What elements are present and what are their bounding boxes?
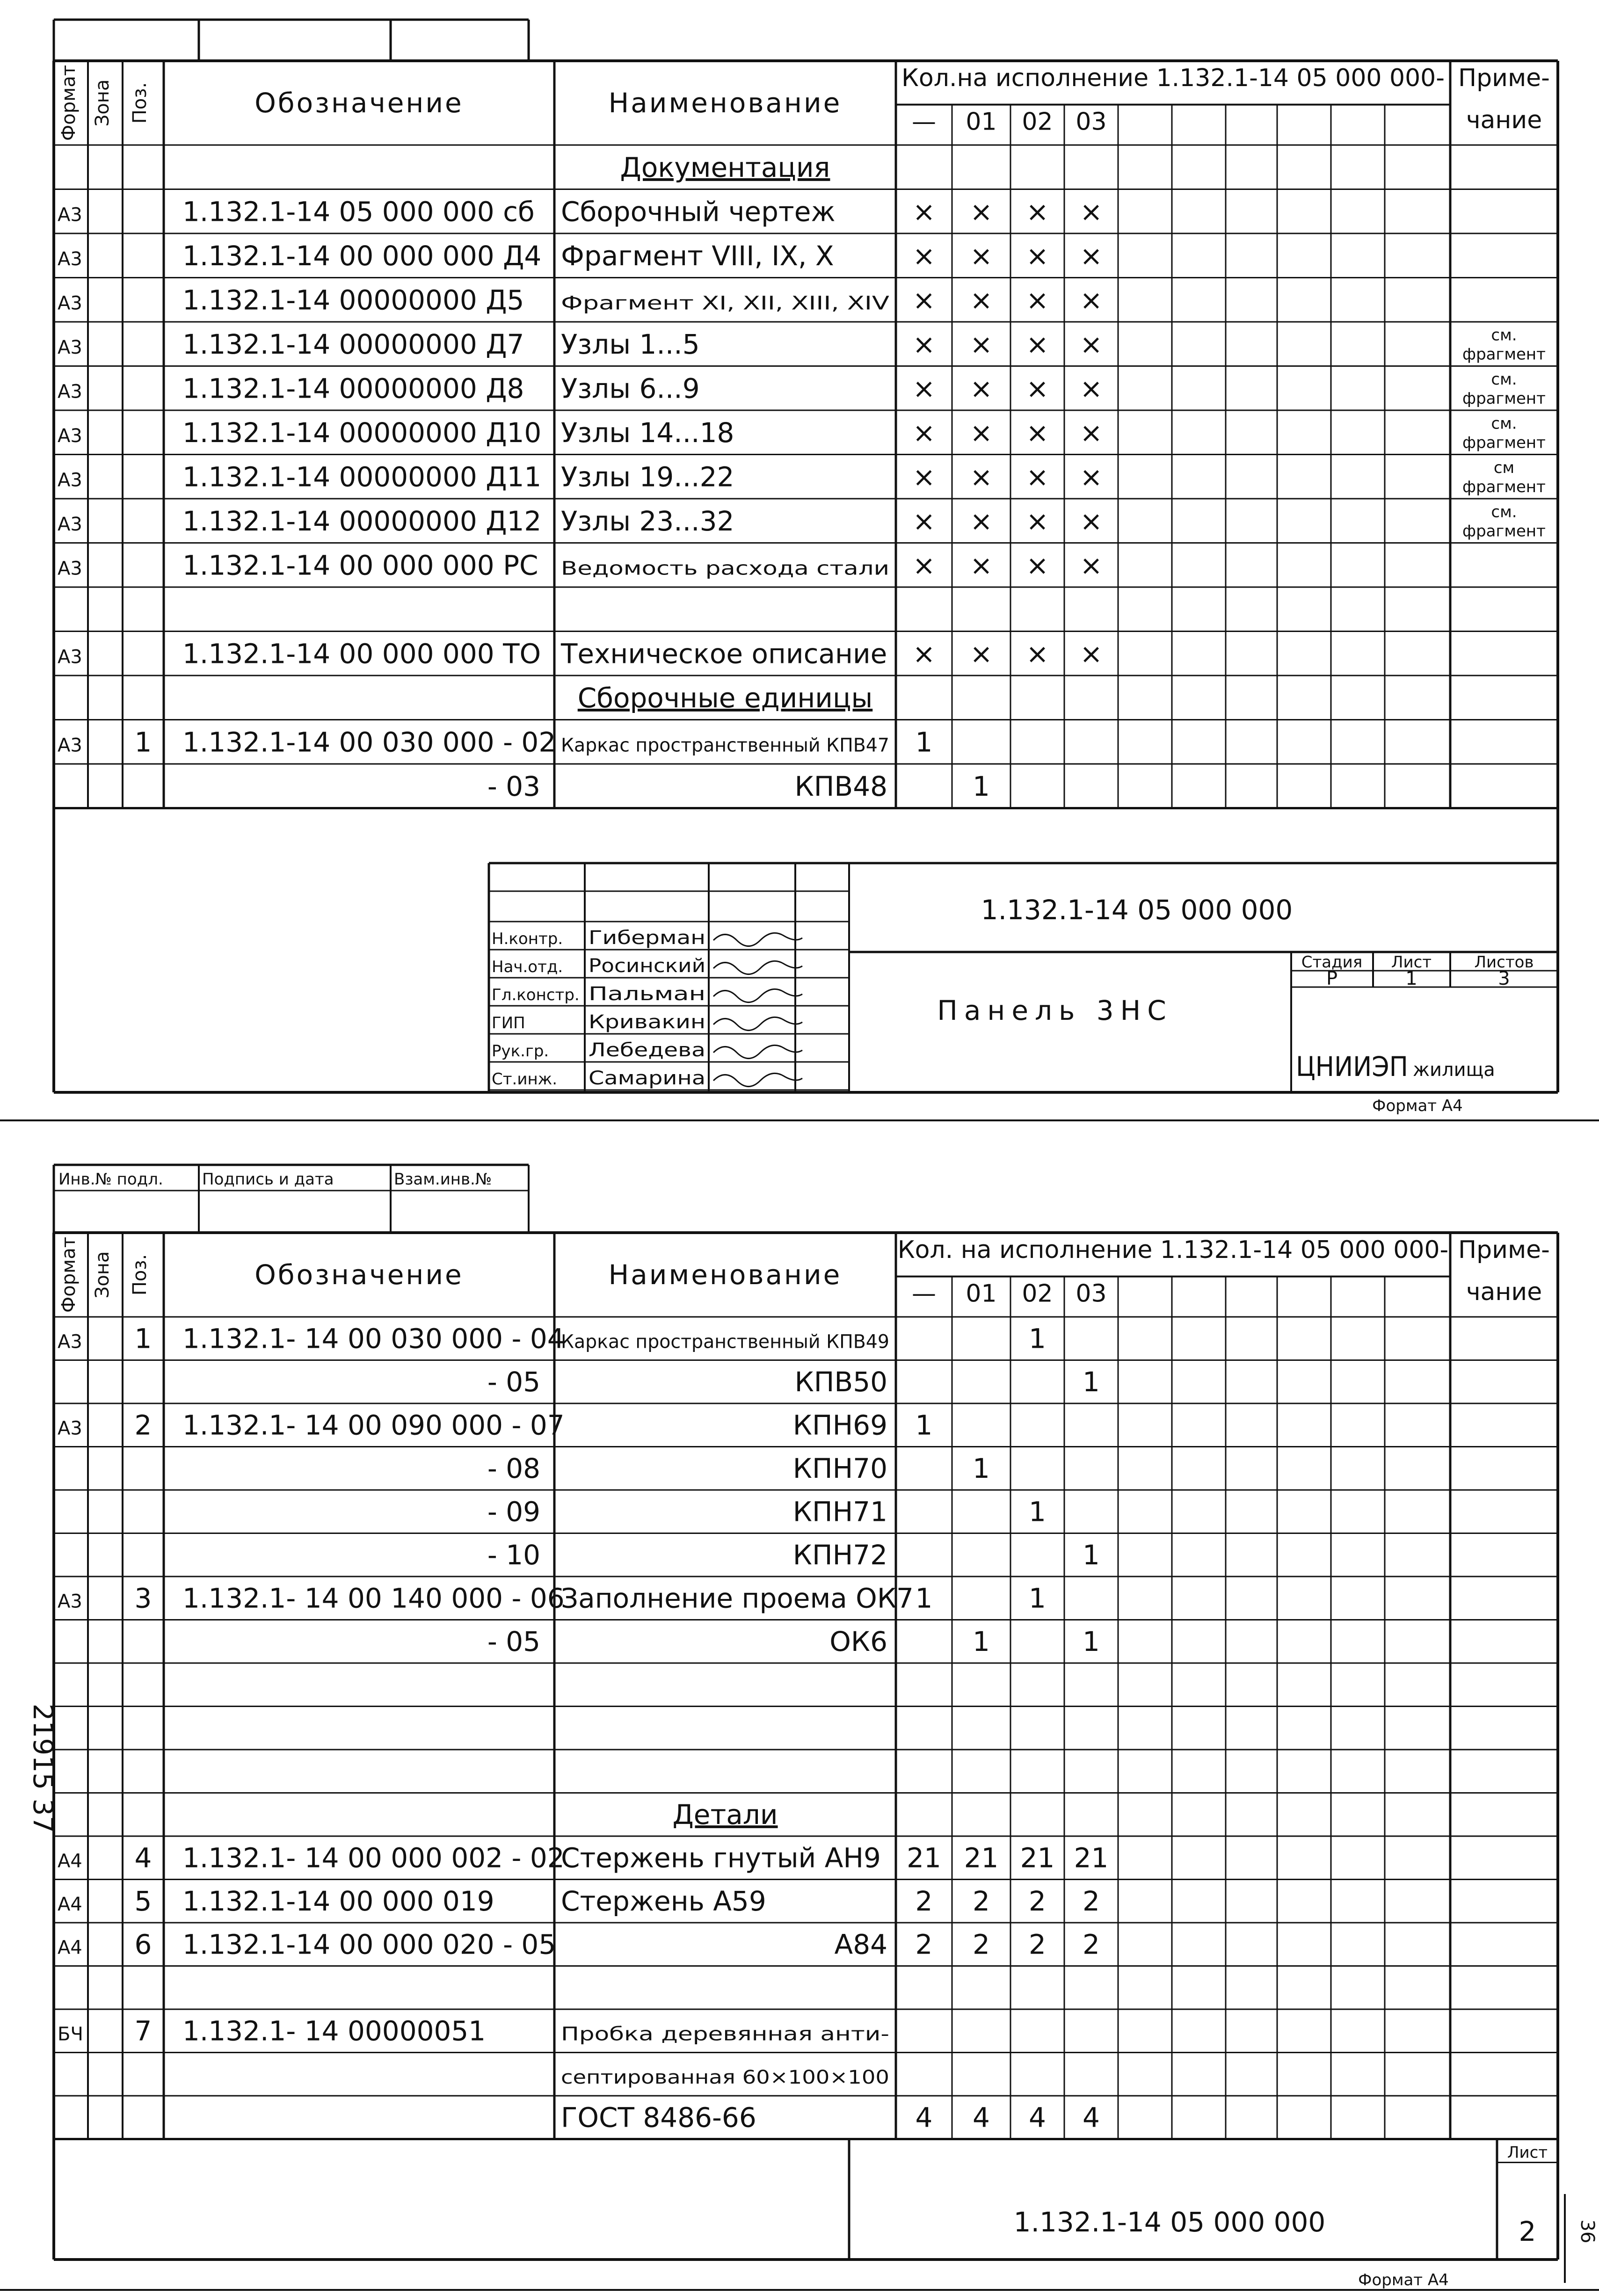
signature-name: Росинский <box>589 955 705 977</box>
row-position: 6 <box>134 1928 152 1961</box>
row-quantity: 2 <box>915 1928 933 1961</box>
row-name: КПВ48 <box>794 770 887 803</box>
row-quantity: 2 <box>973 1928 990 1961</box>
row-quantity: × <box>1080 284 1103 316</box>
row-quantity: 1 <box>915 1582 933 1614</box>
row-designation: 1.132.1-14 00 000 000 Д4 <box>182 240 542 272</box>
row-format: А3 <box>58 1591 82 1613</box>
row-designation: 1.132.1- 14 00 000 002 - 02 <box>182 1842 565 1874</box>
row-designation: 1.132.1- 14 00 140 000 - 06 <box>182 1582 565 1614</box>
row-name: Стержень А59 <box>561 1885 766 1918</box>
row-position: 1 <box>134 1322 152 1355</box>
row-position: 1 <box>134 726 152 758</box>
side-archive-number: 21915 37 <box>27 1703 59 1833</box>
row-quantity: 1 <box>915 1409 933 1441</box>
organization-suffix: жилища <box>1413 1059 1495 1081</box>
row-name: ГОСТ 8486-66 <box>561 2101 756 2134</box>
row-name: Узлы 14...18 <box>561 417 734 449</box>
sheet-label: Лист <box>1391 953 1432 972</box>
row-format: А3 <box>58 514 82 536</box>
row-name: септированная 60×100×100 <box>561 2067 889 2089</box>
row-quantity: × <box>1026 505 1049 538</box>
row-name: Техническое описание <box>561 638 887 670</box>
header-note: чание <box>1466 106 1542 134</box>
signature-role: Н.контр. <box>492 930 563 948</box>
row-name: Каркас пространственный КПВ47 <box>561 734 889 756</box>
header-name: Наименование <box>608 1259 842 1291</box>
format-label: Формат А4 <box>1358 2271 1449 2289</box>
row-designation: 1.132.1-14 00000000 Д8 <box>182 372 524 405</box>
row-quantity: × <box>1026 461 1049 493</box>
row-designation: - 09 <box>487 1496 540 1528</box>
row-quantity: × <box>970 240 993 272</box>
sheets-value: 3 <box>1498 968 1510 989</box>
row-format: А4 <box>58 1894 82 1916</box>
signature-role: Нач.отд. <box>492 958 563 976</box>
signature-name: Гиберман <box>589 927 705 949</box>
document-code: 1.132.1-14 05 000 000 <box>1013 2206 1326 2238</box>
row-format: А3 <box>58 204 82 226</box>
signature-mark <box>713 933 802 946</box>
header-name: Наименование <box>608 87 842 119</box>
row-name: Узлы 19...22 <box>561 461 734 493</box>
row-format: А3 <box>58 425 82 447</box>
row-note: см. <box>1491 414 1517 433</box>
row-name: Заполнение проема ОК7 <box>561 1582 914 1614</box>
sheets-label: Листов <box>1474 953 1534 972</box>
header-variant: 02 <box>1022 108 1053 136</box>
row-format: БЧ <box>58 2023 83 2045</box>
row-name: Каркас пространственный КПВ49 <box>561 1331 889 1353</box>
row-format: А3 <box>58 1417 82 1439</box>
row-quantity: 2 <box>973 1885 990 1918</box>
row-quantity: 1 <box>1083 1539 1100 1571</box>
row-quantity: 21 <box>1074 1842 1109 1874</box>
row-quantity: × <box>1026 284 1049 316</box>
signature-name: Пальман <box>589 983 705 1005</box>
row-name: Узлы 6...9 <box>561 372 700 405</box>
header-variant: 02 <box>1022 1279 1053 1308</box>
signature-name: Самарина <box>589 1068 705 1089</box>
row-name: Узлы 1...5 <box>561 328 700 361</box>
row-name: Пробка деревянная анти- <box>561 2023 889 2045</box>
row-name: Фрагмент XI, XII, XIII, XIV <box>561 292 890 314</box>
format-label: Формат А4 <box>1372 1097 1463 1115</box>
row-designation: 1.132.1-14 00 000 019 <box>182 1885 494 1918</box>
row-quantity: 2 <box>1083 1928 1100 1961</box>
row-designation: - 05 <box>487 1626 540 1658</box>
stage-label: Стадия <box>1301 953 1363 972</box>
row-quantity: 4 <box>1083 2101 1100 2134</box>
section-heading: Документация <box>620 152 830 184</box>
row-quantity: × <box>970 196 993 228</box>
row-quantity: 1 <box>1029 1582 1046 1614</box>
stamp-replaced: Взам.инв.№ <box>394 1170 492 1189</box>
signature-role: ГИП <box>492 1014 525 1032</box>
signature-mark <box>713 989 802 1002</box>
row-quantity: × <box>912 196 936 228</box>
row-quantity: 1 <box>915 726 933 758</box>
header-zone: Зона <box>92 1251 113 1299</box>
row-position: 3 <box>134 1582 152 1614</box>
row-format: А3 <box>58 646 82 668</box>
signature-role: Рук.гр. <box>492 1042 549 1061</box>
row-format: А3 <box>58 381 82 403</box>
row-designation: 1.132.1-14 00000000 Д11 <box>182 461 542 493</box>
row-quantity: 2 <box>1083 1885 1100 1918</box>
row-quantity: 1 <box>1029 1496 1046 1528</box>
row-quantity: × <box>912 461 936 493</box>
header-designation: Обозначение <box>254 87 464 119</box>
row-quantity: × <box>912 372 936 405</box>
sheet-value: 2 <box>1519 2216 1536 2247</box>
header-variant: — <box>912 108 936 136</box>
signature-mark <box>713 1045 802 1058</box>
header-designation: Обозначение <box>254 1259 464 1291</box>
row-quantity: × <box>970 372 993 405</box>
header-variant: — <box>912 1279 936 1308</box>
row-quantity: 1 <box>1029 1322 1046 1355</box>
row-format: А4 <box>58 1850 82 1872</box>
row-note: см <box>1493 458 1515 478</box>
row-quantity: × <box>1080 196 1103 228</box>
row-quantity: 4 <box>915 2101 933 2134</box>
signature-mark <box>713 1017 802 1030</box>
specification-sheet-1 <box>0 20 1599 1120</box>
row-designation: - 10 <box>487 1539 540 1571</box>
row-quantity: × <box>1080 417 1103 449</box>
row-note: см. <box>1491 326 1517 345</box>
header-variant: 01 <box>966 108 997 136</box>
signature-name: Кривакин <box>589 1011 705 1033</box>
row-quantity: × <box>912 284 936 316</box>
row-designation: 1.132.1-14 00 000 020 - 05 <box>182 1928 556 1961</box>
row-quantity: × <box>1080 372 1103 405</box>
header-format: Формат <box>58 65 80 141</box>
section-heading: Сборочные единицы <box>577 682 873 714</box>
row-name: А84 <box>834 1928 887 1961</box>
signature-mark <box>713 1073 802 1086</box>
row-quantity: × <box>912 638 936 670</box>
row-name: КПВ50 <box>794 1366 887 1398</box>
row-format: А3 <box>58 337 82 359</box>
row-note: фрагмент <box>1462 433 1546 452</box>
row-quantity: × <box>970 638 993 670</box>
row-designation: 1.132.1-14 05 000 000 сб <box>182 196 535 228</box>
row-quantity: × <box>1026 328 1049 361</box>
row-designation: 1.132.1-14 00 000 000 ТО <box>182 638 541 670</box>
row-name: ОК6 <box>829 1626 887 1658</box>
row-quantity: × <box>1080 638 1103 670</box>
stage-value: Р <box>1326 968 1338 989</box>
header-note: Приме- <box>1458 1236 1550 1264</box>
row-quantity: 4 <box>1029 2101 1046 2134</box>
row-quantity: × <box>1080 240 1103 272</box>
row-name: Фрагмент VIII, IX, X <box>561 240 834 272</box>
row-format: А3 <box>58 248 82 270</box>
row-quantity: × <box>1026 549 1049 581</box>
header-pos: Поз. <box>129 1254 151 1296</box>
row-designation: 1.132.1- 14 00 090 000 - 07 <box>182 1409 565 1441</box>
row-quantity: × <box>970 417 993 449</box>
row-quantity: × <box>1026 372 1049 405</box>
header-quantity: Кол. на исполнение 1.132.1-14 05 000 000- <box>897 1236 1449 1264</box>
row-name: Сборочный чертеж <box>561 196 836 228</box>
header-quantity: Кол.на исполнение 1.132.1-14 05 000 000- <box>901 64 1445 92</box>
row-designation: 1.132.1- 14 00000051 <box>182 2015 486 2047</box>
row-designation: - 05 <box>487 1366 540 1398</box>
row-name: КПН72 <box>792 1539 887 1571</box>
row-designation: - 03 <box>487 770 540 803</box>
row-quantity: × <box>970 328 993 361</box>
signature-role: Ст.инж. <box>492 1070 558 1089</box>
row-quantity: × <box>912 505 936 538</box>
row-designation: 1.132.1-14 00 000 000 РС <box>182 549 538 581</box>
row-designation: 1.132.1-14 00 030 000 - 02 <box>182 726 556 758</box>
row-format: А3 <box>58 292 82 314</box>
signature-mark <box>713 961 802 974</box>
row-quantity: × <box>1080 461 1103 493</box>
page-number: 36 <box>1577 2219 1598 2244</box>
sheet-label: Лист <box>1507 2143 1548 2162</box>
row-quantity: × <box>970 284 993 316</box>
row-designation: 1.132.1-14 00000000 Д10 <box>182 417 542 449</box>
organization-name: ЦНИИЭП <box>1296 1051 1408 1083</box>
row-quantity: × <box>1080 328 1103 361</box>
header-zone: Зона <box>92 79 113 127</box>
specification-sheet-2 <box>0 1165 1599 2290</box>
header-format: Формат <box>58 1236 80 1313</box>
row-position: 5 <box>134 1885 152 1918</box>
row-name: Стержень гнутый АН9 <box>561 1842 881 1874</box>
row-note: см. <box>1491 502 1517 522</box>
row-position: 4 <box>134 1842 152 1874</box>
row-format: А4 <box>58 1937 82 1959</box>
row-quantity: 21 <box>1020 1842 1055 1874</box>
document-title: Панель 3НС <box>937 995 1173 1026</box>
row-position: 2 <box>134 1409 152 1441</box>
row-quantity: 1 <box>1083 1626 1100 1658</box>
row-format: А3 <box>58 558 82 580</box>
row-designation: 1.132.1-14 00000000 Д5 <box>182 284 524 316</box>
row-quantity: × <box>1026 240 1049 272</box>
header-note: Приме- <box>1458 64 1550 92</box>
row-quantity: 21 <box>907 1842 941 1874</box>
row-position: 7 <box>134 2015 152 2047</box>
section-heading: Детали <box>672 1799 778 1831</box>
row-quantity: × <box>912 417 936 449</box>
stamp-inventory: Инв.№ подл. <box>58 1170 163 1189</box>
row-quantity: × <box>1026 638 1049 670</box>
row-quantity: 2 <box>1029 1928 1046 1961</box>
row-quantity: × <box>1026 417 1049 449</box>
row-designation: 1.132.1-14 00000000 Д12 <box>182 505 542 538</box>
row-note: фрагмент <box>1462 477 1546 496</box>
header-variant: 03 <box>1076 108 1107 136</box>
row-quantity: 1 <box>973 770 990 803</box>
signature-role: Гл.констр. <box>492 986 580 1004</box>
row-quantity: 2 <box>915 1885 933 1918</box>
row-note: фрагмент <box>1462 345 1546 364</box>
row-note: фрагмент <box>1462 389 1546 408</box>
row-quantity: × <box>1080 549 1103 581</box>
row-name: Узлы 23...32 <box>561 505 734 538</box>
row-quantity: × <box>970 505 993 538</box>
signature-name: Лебедева <box>589 1039 705 1061</box>
header-variant: 03 <box>1076 1279 1107 1308</box>
row-quantity: × <box>970 461 993 493</box>
row-quantity: 1 <box>1083 1366 1100 1398</box>
row-quantity: × <box>912 328 936 361</box>
row-name: КПН71 <box>792 1496 887 1528</box>
row-format: А3 <box>58 734 82 756</box>
row-quantity: 1 <box>973 1453 990 1485</box>
header-pos: Поз. <box>129 82 151 124</box>
row-designation: 1.132.1- 14 00 030 000 - 04 <box>182 1322 565 1355</box>
row-designation: 1.132.1-14 00000000 Д7 <box>182 328 524 361</box>
document-code: 1.132.1-14 05 000 000 <box>981 894 1293 926</box>
row-note: см. <box>1491 370 1517 389</box>
sheet-value: 1 <box>1405 968 1417 989</box>
row-name: КПН70 <box>792 1453 887 1485</box>
row-quantity: 4 <box>973 2101 990 2134</box>
header-variant: 01 <box>966 1279 997 1308</box>
row-quantity: × <box>912 549 936 581</box>
header-note: чание <box>1466 1278 1542 1306</box>
row-format: А3 <box>58 469 82 491</box>
row-quantity: 21 <box>964 1842 999 1874</box>
row-quantity: × <box>1026 196 1049 228</box>
stamp-signature-date: Подпись и дата <box>202 1170 334 1189</box>
row-quantity: 1 <box>973 1626 990 1658</box>
row-quantity: 2 <box>1029 1885 1046 1918</box>
row-quantity: × <box>970 549 993 581</box>
row-note: фрагмент <box>1462 522 1546 541</box>
row-quantity: × <box>912 240 936 272</box>
row-name: КПН69 <box>792 1409 887 1441</box>
row-designation: - 08 <box>487 1453 540 1485</box>
row-quantity: × <box>1080 505 1103 538</box>
row-format: А3 <box>58 1331 82 1353</box>
row-name: Ведомость расхода стали <box>561 558 889 580</box>
